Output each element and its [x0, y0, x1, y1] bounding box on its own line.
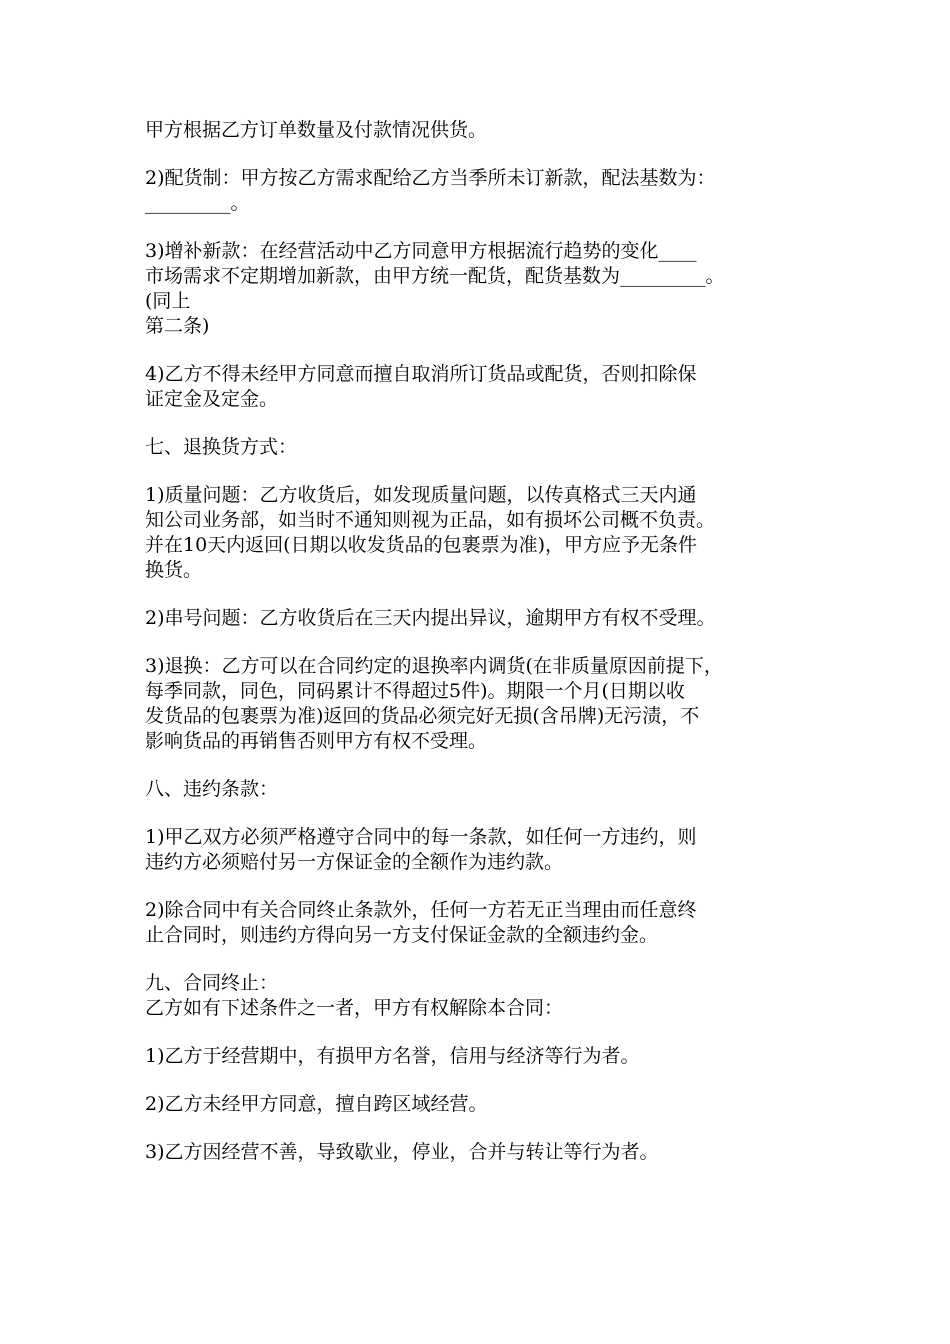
- text-line: 1)甲乙双方必须严格遵守合同中的每一条款，如任何一方违约，则: [145, 826, 697, 848]
- text-line: 1)质量问题：乙方收货后，如发现质量问题，以传真格式三天内通: [145, 484, 697, 506]
- paragraph: [145, 898, 815, 948]
- paragraph: [145, 971, 815, 996]
- text-line: 3)增补新款：在经营活动中乙方同意甲方根据流行趋势的变化____: [145, 240, 697, 262]
- text-line: 2)乙方未经甲方同意，擅自跨区域经营。: [145, 1093, 488, 1115]
- text-line: 知公司业务部，如当时不通知则视为正品，如有损坏公司概不负责。: [145, 509, 716, 531]
- text-line: 3)退换：乙方可以在合同约定的退换率内调货(在非质量原因前提下，: [145, 655, 723, 677]
- text-line: 七、退换货方式：: [145, 436, 298, 458]
- text-line: 止合同时，则违约方得向另一方支付保证金款的全额违约金。: [145, 924, 659, 946]
- text-line: 3)乙方因经营不善，导致歇业，停业，合并与转让等行为者。: [145, 1141, 659, 1163]
- text-line: 甲方根据乙方订单数量及付款情况供货。: [145, 119, 488, 141]
- text-line: 证定金及定金。: [145, 388, 279, 410]
- paragraph: [145, 606, 815, 631]
- text-line: 并在10天内返回(日期以收发货品的包裹票为准)，甲方应予无条件: [145, 534, 698, 556]
- text-line: 4)乙方不得未经甲方同意而擅自取消所订货品或配货，否则扣除保: [145, 363, 697, 385]
- text-line: 2)串号问题：乙方收货后在三天内提出异议，逾期甲方有权不受理。: [145, 607, 716, 629]
- paragraph: [145, 1092, 815, 1117]
- document-body: [145, 118, 815, 1188]
- text-line: 换货。: [145, 559, 203, 581]
- text-line: 违约方必须赔付另一方保证金的全额作为违约款。: [145, 851, 564, 873]
- paragraph: [145, 362, 815, 412]
- text-line: 市场需求不定期增加新款，由甲方统一配货，配货基数为_________。: [145, 265, 725, 287]
- paragraph: [145, 118, 815, 143]
- paragraph: [145, 1044, 815, 1069]
- paragraph: [145, 483, 815, 583]
- text-line: 八、违约条款：: [145, 778, 279, 800]
- text-line: 影响货品的再销售否则甲方有权不受理。: [145, 730, 488, 752]
- text-line: 1)乙方于经营期中，有损甲方名誉，信用与经济等行为者。: [145, 1045, 640, 1067]
- paragraph: [145, 1140, 815, 1165]
- text-line: 乙方如有下述条件之一者，甲方有权解除本合同：: [145, 997, 564, 1019]
- text-line: 发货品的包裹票为准)返回的货品必须完好无损(含吊牌)无污渍，不: [145, 705, 700, 727]
- text-line: 2)配货制：甲方按乙方需求配给乙方当季所未订新款，配法基数为：: [145, 167, 716, 189]
- paragraph: [145, 996, 815, 1021]
- text-line: _________。: [145, 192, 250, 214]
- paragraph: [145, 825, 815, 875]
- paragraph: [145, 239, 815, 339]
- paragraph: [145, 435, 815, 460]
- paragraph: [145, 777, 815, 802]
- text-line: 2)除合同中有关合同终止条款外，任何一方若无正当理由而任意终: [145, 899, 697, 921]
- text-line: 第二条): [145, 315, 210, 337]
- text-line: 每季同款，同色，同码累计不得超过5件)。期限一个月(日期以收: [145, 680, 685, 702]
- paragraph: [145, 654, 815, 754]
- paragraph: [145, 166, 815, 216]
- text-line: (同上: [145, 290, 191, 312]
- text-line: 九、合同终止：: [145, 972, 279, 994]
